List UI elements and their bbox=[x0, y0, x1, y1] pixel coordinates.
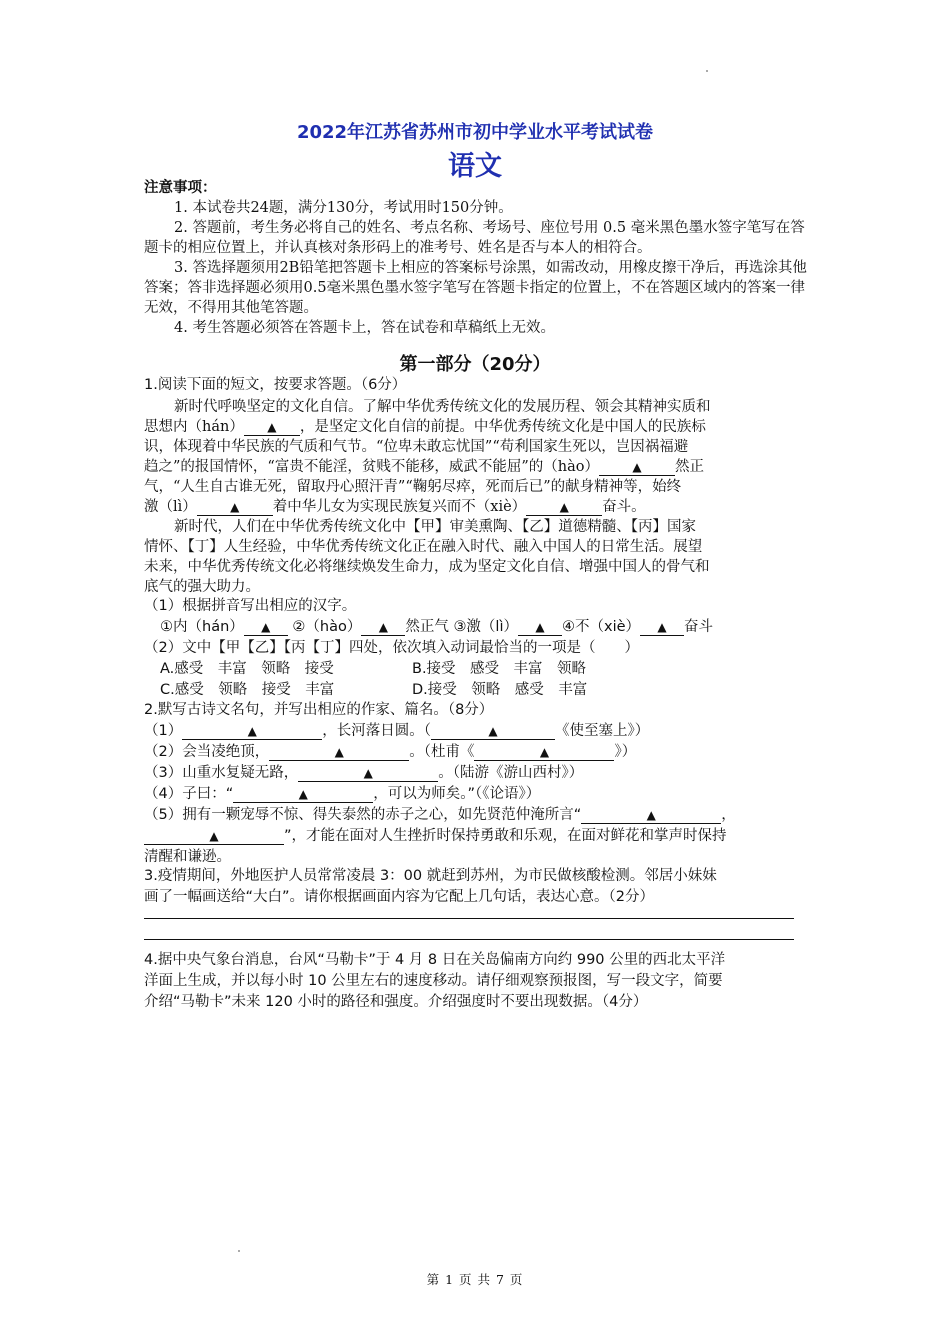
answer-line[interactable] bbox=[144, 939, 794, 940]
option-d[interactable]: D.接受 领略 感受 丰富 bbox=[412, 682, 588, 698]
q1-sub1-answers bbox=[144, 617, 816, 638]
page-footer: 第 1 页 共 7 页 bbox=[426, 1272, 524, 1287]
q1-subquestions bbox=[144, 596, 816, 701]
passage-line: 情怀、【丁】人生经验，中华优秀传统文化正在融入时代、融入中国人的日常生活。展望 bbox=[144, 539, 703, 555]
q2-text: 。（杜甫《 bbox=[409, 744, 475, 760]
answer-blank[interactable] bbox=[581, 807, 721, 824]
option-c[interactable]: C.感受 领略 接受 丰富 bbox=[160, 682, 335, 698]
notice-item: 2. 答题前，考生务必将自己的姓名、考点名称、考场号、座位号用 0.5 毫米黑色墨水签字笔写在答题卡的相应位置上，并认真核对条形码上的准考号、姓名是否与本人的相符合。 bbox=[144, 220, 805, 256]
q2-line-3 bbox=[144, 763, 816, 784]
answer-line[interactable] bbox=[144, 918, 794, 919]
answer-blank[interactable] bbox=[599, 459, 675, 476]
q2-line-7: 清醒和谦逊。 bbox=[144, 849, 231, 865]
answer-blank[interactable] bbox=[431, 723, 555, 740]
notice-item: 3. 答选择题须用2B铅笔把答题卡上相应的答案标号涂黑，如需改动，用橡皮擦干净后，再选涂其他答案；答非选择题必须用0.5毫米黑色墨水签字笔写在答题卡指定的位置上，不在答题区域内的答案一律无效，不得用其他笔答题。 bbox=[144, 260, 807, 316]
scan-speck bbox=[706, 70, 708, 72]
answer-blank[interactable] bbox=[640, 619, 684, 636]
answer-blank[interactable] bbox=[518, 619, 562, 636]
triangle-marker: ▲ bbox=[488, 724, 498, 738]
q1-passage bbox=[144, 397, 816, 597]
answer-blank[interactable] bbox=[361, 619, 405, 636]
q2-text: ， bbox=[721, 807, 736, 823]
q2-text: （3）山重水复疑无路， bbox=[144, 765, 299, 781]
answer-blank[interactable] bbox=[298, 765, 438, 782]
triangle-marker: ▲ bbox=[646, 808, 656, 822]
q2-line-4 bbox=[144, 784, 816, 805]
q4-line: 介绍“马勒卡”未来 120 小时的路径和强度。介绍强度时不要出现数据。（4分） bbox=[144, 994, 648, 1010]
q2-text: （4）子曰：“ bbox=[144, 786, 234, 802]
passage-text: 激（lì） bbox=[144, 499, 197, 515]
q2-text: （2）会当凌绝顶， bbox=[144, 744, 270, 760]
q1-sub2-stem: （2）文中【甲【乙】【丙【丁】四处，依次填入动词最恰当的一项是（ ） bbox=[144, 640, 639, 656]
answer-blank[interactable] bbox=[474, 744, 614, 761]
triangle-marker: ▲ bbox=[230, 500, 240, 514]
passage-line bbox=[144, 417, 816, 437]
answer-blank[interactable] bbox=[197, 499, 273, 516]
q3-block bbox=[144, 866, 816, 908]
passage-line: 未来，中华优秀传统文化必将继续焕发生命力，成为坚定文化自信、增强中国人的骨气和 bbox=[144, 559, 710, 575]
passage-line: 底气的强大助力。 bbox=[144, 579, 260, 595]
answer-blank[interactable] bbox=[233, 786, 373, 803]
notice-heading: 注意事项： bbox=[144, 180, 217, 196]
passage-line: 气，“人生自古谁无死，留取丹心照汗青”“鞠躬尽瘁，死而后已”的献身精神等，始终 bbox=[144, 479, 682, 495]
answer-blank[interactable] bbox=[244, 619, 288, 636]
q1-stem-text: 1.阅读下面的短文，按要求答题。（6分） bbox=[144, 377, 407, 393]
q1-stem bbox=[144, 375, 816, 395]
triangle-marker: ▲ bbox=[378, 620, 388, 634]
triangle-marker: ▲ bbox=[209, 829, 219, 843]
q2-line-2 bbox=[144, 742, 816, 763]
q2-block bbox=[144, 700, 816, 868]
q1-sub1-stem: （1）根据拼音写出相应的汉字。 bbox=[144, 598, 357, 614]
passage-text: ，是坚定文化自信的前提。中华优秀传统文化是中国人的民族标 bbox=[299, 419, 706, 435]
triangle-marker: ▲ bbox=[261, 620, 271, 634]
pinyin-prompt: ④不（xiè） bbox=[562, 619, 641, 635]
q2-text: 《使至塞上》） bbox=[554, 723, 650, 739]
answer-blank[interactable] bbox=[269, 744, 409, 761]
q2-text: （1） bbox=[144, 723, 183, 739]
q4-block bbox=[144, 950, 816, 1013]
notice-item: 1. 本试卷共24题，满分130分，考试用时150分钟。 bbox=[174, 200, 513, 216]
exam-title: 2022年江苏省苏州市初中学业水平考试试卷 bbox=[296, 122, 654, 143]
triangle-marker: ▲ bbox=[657, 620, 667, 634]
triangle-marker: ▲ bbox=[298, 787, 308, 801]
passage-line: 新时代，人们在中华优秀传统文化中【甲】审美熏陶、【乙】道德精髓、【丙】国家 bbox=[174, 519, 696, 535]
option-row bbox=[144, 659, 816, 680]
q3-line: 3.疫情期间，外地医护人员常常凌晨 3：00 就赶到苏州，为市民做核酸检测。邻居小妹妹 bbox=[144, 868, 717, 884]
passage-line: 识，体现着中华民族的气质和气节。“位卑未敢忘忧国”“苟利国家生死以，岂因祸福避 bbox=[144, 439, 689, 455]
answer-blank[interactable] bbox=[182, 723, 322, 740]
q3-line: 画了一幅画送给“大白”。请你根据画面内容为它配上几句话，表达心意。（2分） bbox=[144, 889, 654, 905]
triangle-marker: ▲ bbox=[267, 420, 277, 434]
pinyin-suffix: 然正气 bbox=[405, 619, 449, 635]
pinyin-prompt: ③激（lì） bbox=[453, 619, 518, 635]
exam-subject: 语文 bbox=[448, 151, 502, 182]
q2-line-5 bbox=[144, 805, 816, 826]
option-a[interactable]: A.感受 丰富 领略 接受 bbox=[160, 661, 334, 677]
triangle-marker: ▲ bbox=[535, 620, 545, 634]
passage-text: 着中华儿女为实现民族复兴而不（xiè） bbox=[272, 499, 527, 515]
passage-text: 趋之”的报国情怀，“富贵不能淫，贫贱不能移，威武不能屈”的（hào） bbox=[144, 459, 599, 475]
passage-text: 然正 bbox=[674, 459, 704, 475]
passage-text: 思想内（hán） bbox=[144, 419, 244, 435]
passage-line: 新时代呼唤坚定的文化自信。了解中华优秀传统文化的发展历程、领会其精神实质和 bbox=[174, 399, 711, 415]
triangle-marker: ▲ bbox=[334, 745, 344, 759]
option-row bbox=[144, 680, 816, 701]
passage-line bbox=[144, 457, 816, 477]
passage-line bbox=[144, 497, 816, 517]
q2-text: 》） bbox=[614, 744, 637, 760]
q4-line: 洋面上生成，并以每小时 10 公里左右的速度移动。请仔细观察预报图，写一段文字，简要 bbox=[144, 973, 723, 989]
triangle-marker: ▲ bbox=[539, 745, 550, 759]
q4-line: 4.据中央气象台消息，台风“马勒卡”于 4 月 8 日在关岛偏南方向约 990 公里的西北太平洋 bbox=[144, 952, 726, 968]
notice-block bbox=[144, 178, 816, 338]
q2-text: ，可以为师矣。”（《论语》） bbox=[373, 786, 541, 802]
pinyin-suffix: 奋斗 bbox=[684, 619, 714, 635]
answer-blank[interactable] bbox=[244, 419, 300, 436]
q2-text: 。（陆游《游山西村》） bbox=[438, 765, 584, 781]
passage-text: 奋斗。 bbox=[602, 499, 646, 515]
scan-speck bbox=[238, 1250, 240, 1252]
triangle-marker: ▲ bbox=[632, 460, 642, 474]
q2-line-1 bbox=[144, 721, 816, 742]
pinyin-prompt: ②（hào） bbox=[292, 619, 362, 635]
q2-line-6 bbox=[144, 826, 816, 847]
q2-text: ，长河落日圆。（ bbox=[322, 723, 431, 739]
q2-stem: 2.默写古诗文名句，并写出相应的作家、篇名。（8分） bbox=[144, 702, 494, 718]
triangle-marker: ▲ bbox=[559, 500, 569, 514]
section-heading: 第一部分（20分） bbox=[399, 354, 551, 375]
triangle-marker: ▲ bbox=[363, 766, 373, 780]
triangle-marker: ▲ bbox=[247, 724, 257, 738]
q2-text: （5）拥有一颗宠辱不惊、得失泰然的赤子之心，如先贤范仲淹所言“ bbox=[144, 807, 582, 823]
option-b[interactable]: B.接受 感受 丰富 领略 bbox=[412, 661, 587, 677]
q2-text: ”，才能在面对人生挫折时保持勇敢和乐观，在面对鲜花和掌声时保持 bbox=[284, 828, 727, 844]
answer-blank[interactable] bbox=[526, 499, 602, 516]
notice-item: 4. 考生答题必须答在答题卡上，答在试卷和草稿纸上无效。 bbox=[174, 320, 555, 336]
pinyin-prompt: ①内（hán） bbox=[160, 619, 244, 635]
answer-blank[interactable] bbox=[144, 828, 284, 845]
